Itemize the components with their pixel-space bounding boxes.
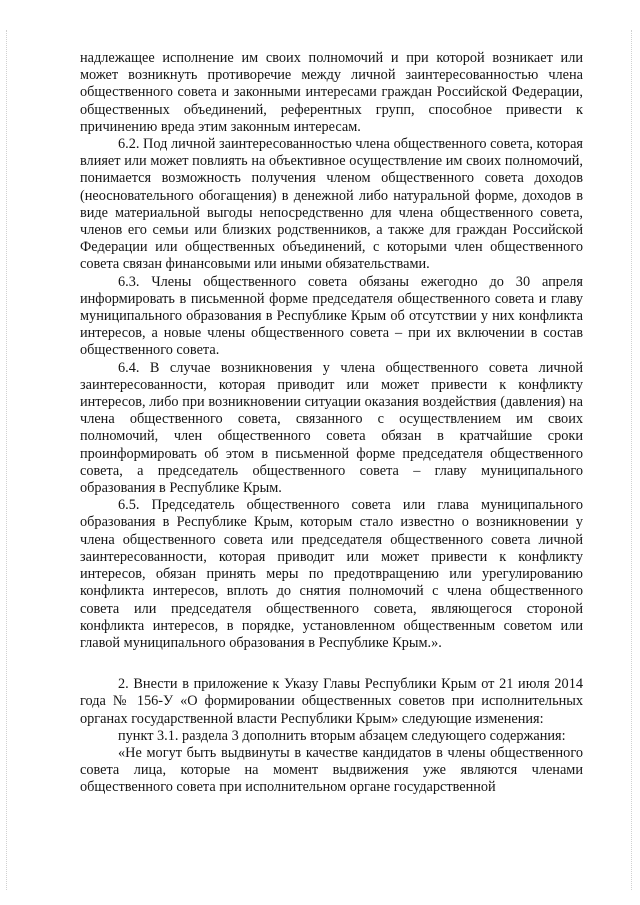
- paragraph-6-4: 6.4. В случае возникновения у члена общественного совета личной заинтересованности, которая приводит или может привести к конфликту интересов, либо при возникновении ситуации оказания воздействия (давления) на члена общественного совета, связанного с осуществлением им своих полномочий, член общественного совета обязан в кратчайшие сроки проинформировать об этом в письменной форме председателя общественного совета, а председатель общественного совета – главу муниципального образования в Республике Крым.: [80, 359, 583, 497]
- paragraph-6-3: 6.3. Члены общественного совета обязаны ежегодно до 30 апреля информировать в письменной форме председателя общественного совета и главу муниципального образования в Республике Крым об отсутствии у них конфликта интересов, а новые члены общественного совета – при их включении в состав общественного совета.: [80, 273, 583, 359]
- paragraph-clause-3-1: пункт 3.1. раздела 3 дополнить вторым абзацем следующего содержания:: [118, 727, 566, 744]
- paragraph-quote-start: «Не могут быть выдвинуты в качестве кандидатов в члены общественного совета лица, которые на момент выдвижения уже являются членами общественного совета при исполнительном органе государственной: [80, 744, 583, 796]
- paragraph-item-2: 2. Внести в приложение к Указу Главы Республики Крым от 21 июля 2014 года № 156-У «О формировании общественных советов при исполнительных органах государственной власти Республики Крым» следующие изменения:: [80, 676, 583, 727]
- paragraph-spacer: [80, 652, 583, 676]
- document-body: [80, 50, 583, 797]
- page-edge-right: [631, 30, 632, 890]
- paragraph-6-2: 6.2. Под личной заинтересованностью члена общественного совета, которая влияет или может повлиять на объективное осуществление им своих полномочий, понимается возможность получения членом общественного совета доходов (неосновательного обогащения) в денежной либо натуральной форме, доходов в виде материальной выгоды непосредственно для члена общественного совета, членов его семьи или близких родственников, а также для граждан Российской Федерации или общественных объединений, с которыми член общественного совета связан финансовыми или иными обязательствами.: [80, 136, 583, 273]
- paragraph-6-5: 6.5. Председатель общественного совета или глава муниципального образования в Республике Крым, которым стало известно о возникновении у члена общественного совета или председателя общественного совета личной заинтересованности, которая приводит или может привести к конфликту интересов, обязан принять меры по предотвращению или урегулированию конфликта интересов, вплоть до снятия полномочий с члена общественного совета или председателя общественного совета, являющегося стороной конфликта интересов, в порядке, установленном общественным советом или главой муниципального образования в Республике Крым.».: [80, 497, 583, 651]
- paragraph-6-1-continuation: надлежащее исполнение им своих полномочий и при которой возникает или может возникнуть противоречие между личной заинтересованностью члена общественного совета и законными интересами граждан Российской Федерации, общественных объединений, референтных групп, способное привести к причинению вреда этим законным интересам.: [80, 50, 583, 135]
- page-edge-left: [6, 30, 7, 890]
